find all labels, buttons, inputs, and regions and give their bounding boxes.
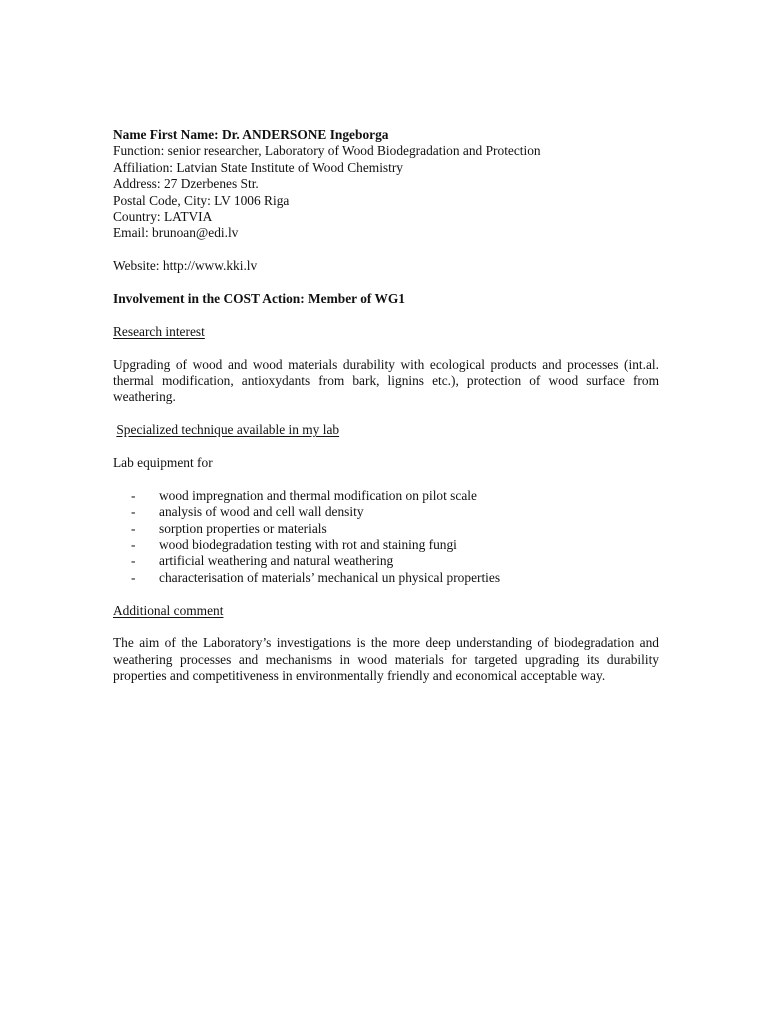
website-line: Website: http://www.kki.lv — [113, 258, 258, 274]
list-dash: - — [131, 504, 136, 520]
list-dash: - — [131, 520, 136, 536]
research-heading: Research interest — [113, 323, 205, 339]
involvement-line: Involvement in the COST Action: Member of WG1 — [113, 291, 405, 307]
technique-heading — [113, 422, 659, 438]
affiliation-line: Affiliation: Latvian State Institute of Wood Chemistry — [113, 159, 404, 175]
list-dash: - — [131, 553, 136, 569]
list-item: - artificial weathering and natural weathering — [131, 553, 394, 569]
research-text: Upgrading of wood and wood materials durability with ecological products and processes (int.al. thermal modification, antioxydants from bark, lignins etc.), protection of wood surface from weathering. — [113, 356, 659, 405]
equipment-list — [113, 488, 659, 586]
list-dash: - — [131, 537, 136, 553]
list-item: - characterisation of materials’ mechanical un physical properties — [131, 569, 501, 585]
list-dash: - — [131, 569, 136, 585]
email-line: Email: brunoan@edi.lv — [113, 225, 239, 241]
list-dash: - — [131, 487, 136, 503]
document-page — [113, 127, 659, 685]
list-item: - analysis of wood and cell wall density — [131, 504, 364, 520]
function-line: Function: senior researcher, Laboratory of Wood Biodegradation and Protection — [113, 143, 541, 159]
list-item: - wood impregnation and thermal modification on pilot scale — [131, 487, 477, 503]
list-item: - sorption properties or materials — [131, 520, 327, 536]
comment-heading: Additional comment — [113, 602, 224, 618]
address-line: Address: 27 Dzerbenes Str. — [113, 176, 259, 192]
country-line: Country: LATVIA — [113, 209, 213, 225]
list-item: - wood biodegradation testing with rot and staining fungi — [131, 537, 457, 553]
name-line: Name First Name: Dr. ANDERSONE Ingeborga — [113, 127, 389, 142]
postal-line: Postal Code, City: LV 1006 Riga — [113, 192, 290, 208]
technique-heading-text: Specialized technique available in my lab — [116, 422, 340, 438]
lab-equipment-intro: Lab equipment for — [113, 455, 213, 471]
comment-text: The aim of the Laboratory’s investigations is the more deep understanding of biodegradation and weathering processes and mechanisms in wood materials for targeted upgrading its durability properties and competitiveness in environmentally friendly and economical acceptable way. — [113, 635, 659, 684]
